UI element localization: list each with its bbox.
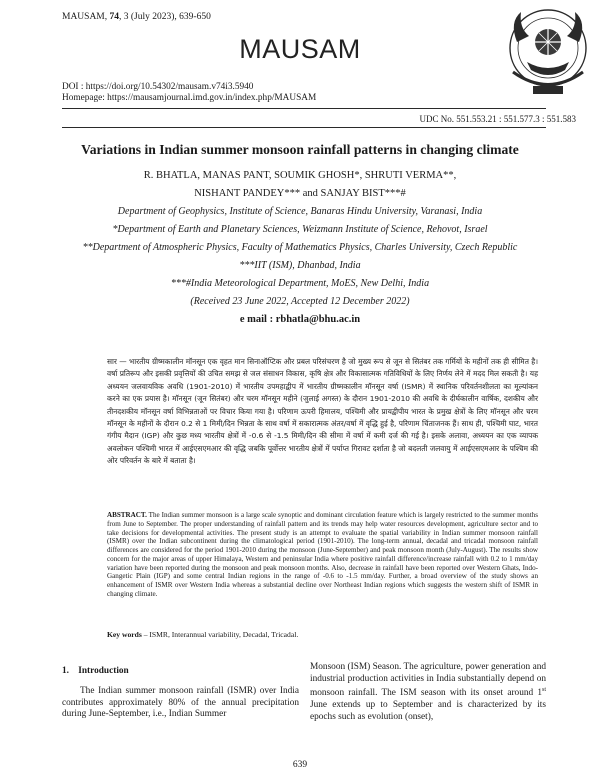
intro-left-column: The Indian summer monsoon rainfall (ISMR) over India contributes approximately 80% of the annual precipitation during June-September, i.e., Indian Summer [62, 686, 299, 720]
intro-right-text-1: Monsoon (ISM) Season. The agriculture, power generation and industrial production activities in India substantially depend on monsoon rainfall. The ISM season with its onset around 1 [310, 662, 546, 699]
journal-reference: MAUSAM, 74, 3 (July 2023), 639-650 [62, 12, 211, 22]
section-heading-introduction: 1. Introduction [62, 666, 129, 676]
keywords-text: – ISMR, Interannual variability, Decadal, Tricadal. [141, 630, 299, 639]
doi-link[interactable]: DOI : https://doi.org/10.54302/mausam.v74i3.5940 [62, 82, 254, 92]
udc-rule [62, 127, 546, 128]
affiliation-1: Department of Geophysics, Institute of Science, Banaras Hindu University, Varanasi, India [117, 206, 483, 217]
header-rule [62, 108, 546, 109]
received-dates: (Received 23 June 2022, Accepted 12 December 2022) [190, 296, 410, 307]
udc-number: UDC No. 551.553.21 : 551.577.3 : 551.583 [419, 114, 576, 124]
keywords [107, 630, 298, 639]
journal-issue-pages: , 3 (July 2023), 639-650 [119, 12, 211, 22]
author-line-1: R. BHATLA, MANAS PANT, SOUMIK GHOSH*, SHRUTI VERMA**, [143, 170, 457, 181]
author-line-2: NISHANT PANDEY*** and SANJAY BIST***# [194, 188, 406, 199]
corresponding-email[interactable]: e mail : rbhatla@bhu.ac.in [239, 314, 361, 325]
keywords-label: Key words [107, 630, 142, 639]
affiliation-2: *Department of Earth and Planetary Sciences, Weizmann Institute of Science, Rehovot, Israel [112, 224, 488, 235]
abstract-text: The Indian summer monsoon is a large scale synoptic and dominant circulation feature which is largely restricted to the summer months from June to September. The proper understanding of rainfall pattern and its trends may help water resources development, agriculture sector and to take decisions for developmental activities. The present study is an attempt to evaluate the spatial variability in Indian summer monsoon rainfall (ISMR) over the Indian subcontinent during the climatological period (1901-2010). The long-term annual, decadal and tricadal monsoon rainfall differences are considered for the period 1901-2010 during the monsoon (June-September) and peak monsoon month (July-August). The results show concern for the major areas of upper Himalaya, Western and peninsular India where positive rainfall difference/increase rainfall with 0.2 to 1 mm/day variation have been reported during the monsoon and peak monsoon months. Also, decrease in rainfall have been reported over Western Ghats, Indo-Gangetic Plain (IGP) and some central Indian regions in the range of -0.6 to -1.5 mm/day. Further, a broad overview of the study shows an enhancement of ISMR over Western India whereas a substantial decline over Northeast Indian regions which suggests the western shift of ISMR in changing climate. [107, 511, 538, 598]
page-number: 639 [292, 760, 308, 770]
intro-right-text-2: June extends up to September and is characterized by its epochs such as evolution (onset), [310, 700, 546, 722]
affiliation-4: ***IIT (ISM), Dhanbad, India [239, 260, 361, 271]
paper-title: Variations in Indian summer monsoon rainfall patterns in changing climate [81, 142, 519, 157]
article-doi-block [62, 82, 316, 104]
abstract-label: ABSTRACT. [107, 511, 147, 519]
homepage-link[interactable]: Homepage: https://mausamjournal.imd.gov.in/index.php/MAUSAM [62, 93, 317, 103]
affiliation-5: ***#India Meteorological Department, MoES, New Delhi, India [170, 278, 430, 289]
ordinal-suffix: st [541, 687, 546, 694]
journal-masthead: MAUSAM [239, 34, 361, 64]
journal-name: MAUSAM [62, 12, 105, 22]
english-abstract [107, 511, 538, 599]
affiliation-3: **Department of Atmospheric Physics, Faculty of Mathematics Physics, Charles University, Czech Republic [82, 242, 518, 253]
journal-volume: 74 [109, 12, 120, 22]
intro-right-column [310, 662, 546, 724]
hindi-abstract: सार — भारतीय ग्रीष्मकालीन मॉनसून एक वृहत मान सिनाऑप्टिक और प्रबल परिसंचरण है जो मुख्य रूप से जून से सितंबर तक गर्मियों के महीनों तक ही सीमित है। वर्षा प्रतिरूप और इसकी प्रवृत्तियों की उचित समझ से जल संसाधन विकास, कृषि क्षेत्र और विकासात्मक गतिविधियों के लिए निर्णय लेने में मदद मिल सकती है। यह अध्ययन जलवायविक अवधि (1901-2010) में भारतीय उपमहाद्वीप में भारतीय ग्रीष्मकालीन मॉनसून वर्षा (ISMR) में स्थानिक परिवर्तनशीलता का मूल्यांकन करने का एक प्रयास है। मॉनसून (जून सितंबर) और चरम मॉनसून महीने (जुलाई अगस्त) के दौरान 1901-2010 की अवधि के दीर्घकालीन वार्षिक, दशकीय और तीनदशकीय मॉनसून वर्षा विभिन्नताओं पर विचार किया गया है। परिणाम ऊपरी हिमालय, पश्चिमी और प्रायद्वीपीय भारत के प्रमुख क्षेत्रों के लिए मॉनसून और चरम मॉनसून के महीनों के दौरान 0.2 से 1 मिमी/दिन भिन्नता के साथ वर्षा में सकारात्मक अंतर/वर्षा में वृद्धि हुई है, परिणाम चिंताजनक हैं। साथ ही, पश्चिमी घाट, भारत गंगीय मैदान (IGP) और कुछ मध्य भारतीय क्षेत्रों में -0.6 से -1.5 मिमी/दिन की सीमा में वर्षा में कमी दर्ज की गई है। इसके अलावा, अध्ययन का एक व्यापक अवलोकन पश्चिमी भारत में आईएसएमआर की वृद्धि जबकि पूर्वोत्तर भारतीय क्षेत्रों में पर्याप्त गिरावट दर्शाता है जो बदलती जलवायु में आईएसएमआर के पश्चिम की ओर परिवर्तन के बारे में बताता है। [107, 357, 538, 466]
imd-emblem-icon [499, 2, 597, 105]
